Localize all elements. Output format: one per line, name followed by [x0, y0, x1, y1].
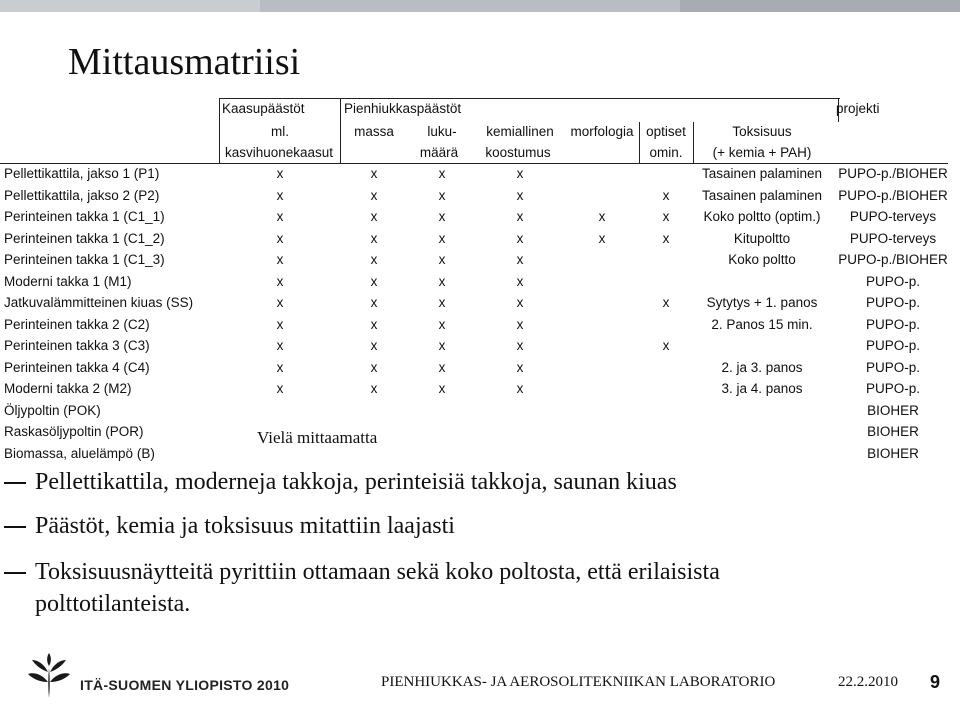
cell-chemical-composition: x: [516, 316, 524, 332]
cell-project: PUPO-p.: [865, 381, 921, 396]
bullet-text: Pellettikattila, moderneja takkoja, perinteisiä takkoja, saunan kiuas: [35, 469, 677, 495]
cell-greenhouse-gases: x: [276, 187, 284, 203]
cell-toxicity: 2. ja 3. panos: [721, 359, 803, 375]
cell-optical: x: [662, 295, 670, 310]
cell-mass: x: [370, 252, 378, 267]
cell-toxicity: Sytytys + 1. panos: [706, 295, 818, 310]
cell-mass: x: [370, 295, 378, 310]
header-bottom-border: [0, 163, 948, 164]
cell-optical: x: [662, 187, 670, 203]
cell-greenhouse-gases: x: [276, 359, 284, 375]
cell-toxicity: 2. Panos 15 min.: [711, 316, 813, 332]
cell-greenhouse-gases: x: [276, 252, 284, 267]
header-optical-1: optiset: [646, 124, 686, 139]
cell-mass: x: [370, 338, 378, 353]
header-chemical-1: kemiallinen: [486, 124, 554, 139]
row-label: Perinteinen takka 1 (C1_1): [4, 209, 165, 224]
header-ml: ml.: [271, 124, 289, 139]
header-divider: [693, 122, 694, 163]
row-label: Moderni takka 1 (M1): [4, 273, 132, 289]
cell-chemical-composition: x: [516, 230, 524, 246]
cell-chemical-composition: x: [516, 187, 524, 203]
dash-bullet-icon: [4, 482, 26, 484]
cell-mass: x: [370, 209, 378, 224]
cell-greenhouse-gases: x: [276, 209, 284, 224]
cell-morphology: x: [598, 209, 606, 224]
row-label: Öljypoltin (POK): [4, 402, 101, 418]
cell-mass: x: [370, 316, 378, 332]
cell-number: x: [438, 359, 446, 375]
bullet-text: Päästöt, kemia ja toksisuus mitattiin laajasti: [35, 513, 455, 539]
cell-project: PUPO-p.: [865, 295, 921, 310]
university-name: ITÄ-SUOMEN YLIOPISTO 2010: [80, 677, 290, 693]
dash-bullet-icon: [4, 526, 26, 528]
cell-number: x: [438, 230, 446, 246]
cell-project: PUPO-p.: [865, 338, 921, 353]
header-number-2: määrä: [419, 145, 459, 160]
university-logo-icon: [24, 652, 74, 705]
header-greenhouse-gases: kasvihuonekaasut: [224, 145, 334, 160]
cell-project: BIOHER: [867, 445, 919, 461]
cell-greenhouse-gases: x: [276, 316, 284, 332]
cell-chemical-composition: x: [516, 359, 524, 375]
row-label: Perinteinen takka 3 (C3): [4, 338, 150, 353]
row-label: Perinteinen takka 2 (C2): [4, 316, 150, 332]
cell-greenhouse-gases: x: [276, 381, 284, 396]
top-bar-segment: [0, 0, 260, 12]
header-divider: [219, 98, 220, 163]
top-bar-segment: [680, 0, 960, 12]
cell-mass: x: [370, 359, 378, 375]
cell-project: BIOHER: [867, 424, 919, 439]
not-yet-measured-label: Vielä mittaamatta: [257, 428, 378, 447]
cell-greenhouse-gases: x: [276, 166, 284, 181]
cell-project: PUPO-p./BIOHER: [838, 166, 948, 181]
header-morphology: morfologia: [570, 124, 634, 139]
cell-project: PUPO-terveys: [849, 209, 937, 224]
cell-chemical-composition: x: [516, 381, 524, 396]
header-project: projekti: [836, 101, 880, 116]
dash-bullet-icon: [4, 572, 26, 574]
bullet-text: polttotilanteista.: [35, 591, 191, 617]
top-bar-segment: [260, 0, 680, 12]
cell-morphology: x: [598, 230, 606, 246]
header-toxicity-2: (+ kemia + PAH): [712, 145, 812, 160]
cell-optical: x: [662, 209, 670, 224]
row-label: Pellettikattila, jakso 2 (P2): [4, 187, 160, 203]
cell-mass: x: [370, 273, 378, 289]
cell-chemical-composition: x: [516, 166, 524, 181]
header-number-1: luku-: [427, 124, 457, 139]
cell-chemical-composition: x: [516, 295, 524, 310]
row-label: Pellettikattila, jakso 1 (P1): [4, 166, 160, 181]
header-optical-2: omin.: [649, 145, 683, 160]
header-mass: massa: [354, 124, 394, 139]
cell-project: PUPO-terveys: [849, 230, 937, 246]
cell-project: PUPO-p./BIOHER: [838, 187, 948, 203]
row-label: Moderni takka 2 (M2): [4, 381, 132, 396]
cell-chemical-composition: x: [516, 209, 524, 224]
cell-toxicity: Koko poltto (optim.): [703, 209, 821, 224]
header-divider: [340, 98, 341, 163]
cell-number: x: [438, 316, 446, 332]
cell-mass: x: [370, 166, 378, 181]
row-label: Perinteinen takka 1 (C1_2): [4, 230, 165, 246]
header-gas-emissions: Kaasupäästöt: [222, 101, 305, 116]
row-label: Raskasöljypoltin (POR): [4, 424, 144, 439]
cell-number: x: [438, 381, 446, 396]
row-label: Perinteinen takka 4 (C4): [4, 359, 150, 375]
header-divider: [639, 122, 640, 163]
header-chemical-2: koostumus: [485, 145, 551, 160]
cell-number: x: [438, 209, 446, 224]
cell-toxicity: 3. ja 4. panos: [721, 381, 803, 396]
cell-greenhouse-gases: x: [276, 230, 284, 246]
cell-mass: x: [370, 187, 378, 203]
footer-laboratory: PIENHIUKKAS- JA AEROSOLITEKNIIKAN LABORATORIO: [381, 674, 776, 690]
cell-project: PUPO-p./BIOHER: [838, 252, 948, 267]
cell-greenhouse-gases: x: [276, 338, 284, 353]
cell-chemical-composition: x: [516, 273, 524, 289]
cell-project: PUPO-p.: [865, 359, 921, 375]
cell-toxicity: Tasainen palaminen: [701, 187, 823, 203]
cell-mass: x: [370, 230, 378, 246]
cell-project: PUPO-p.: [865, 273, 921, 289]
header-toxicity-1: Toksisuus: [732, 124, 792, 139]
cell-number: x: [438, 187, 446, 203]
cell-toxicity: Kitupoltto: [733, 230, 791, 246]
row-label: Perinteinen takka 1 (C1_3): [4, 252, 165, 267]
cell-optical: x: [662, 338, 670, 353]
top-decorative-bar: [0, 0, 960, 12]
cell-toxicity: Tasainen palaminen: [701, 166, 823, 181]
cell-number: x: [438, 338, 446, 353]
page-number: 9: [930, 672, 941, 692]
cell-number: x: [438, 273, 446, 289]
row-label: Jatkuvalämmitteinen kiuas (SS): [4, 295, 194, 310]
cell-greenhouse-gases: x: [276, 295, 284, 310]
cell-project: PUPO-p.: [865, 316, 921, 332]
table-top-border: [219, 98, 840, 99]
bullet-text: Toksisuusnäytteitä pyrittiin ottamaan sekä koko poltosta, että erilaisista: [35, 559, 720, 585]
cell-greenhouse-gases: x: [276, 273, 284, 289]
cell-chemical-composition: x: [516, 252, 524, 267]
cell-number: x: [438, 252, 446, 267]
footer-date: 22.2.2010: [838, 674, 898, 690]
cell-number: x: [438, 166, 446, 181]
header-particle-emissions: Pienhiukkaspäästöt: [344, 101, 462, 116]
cell-toxicity: Koko poltto: [728, 252, 796, 267]
cell-optical: x: [662, 230, 670, 246]
cell-project: BIOHER: [867, 402, 919, 418]
cell-chemical-composition: x: [516, 338, 524, 353]
cell-number: x: [438, 295, 446, 310]
cell-mass: x: [370, 381, 378, 396]
row-label: Biomassa, aluelämpö (B): [4, 445, 155, 461]
slide-title: Mittausmatriisi: [68, 41, 301, 83]
